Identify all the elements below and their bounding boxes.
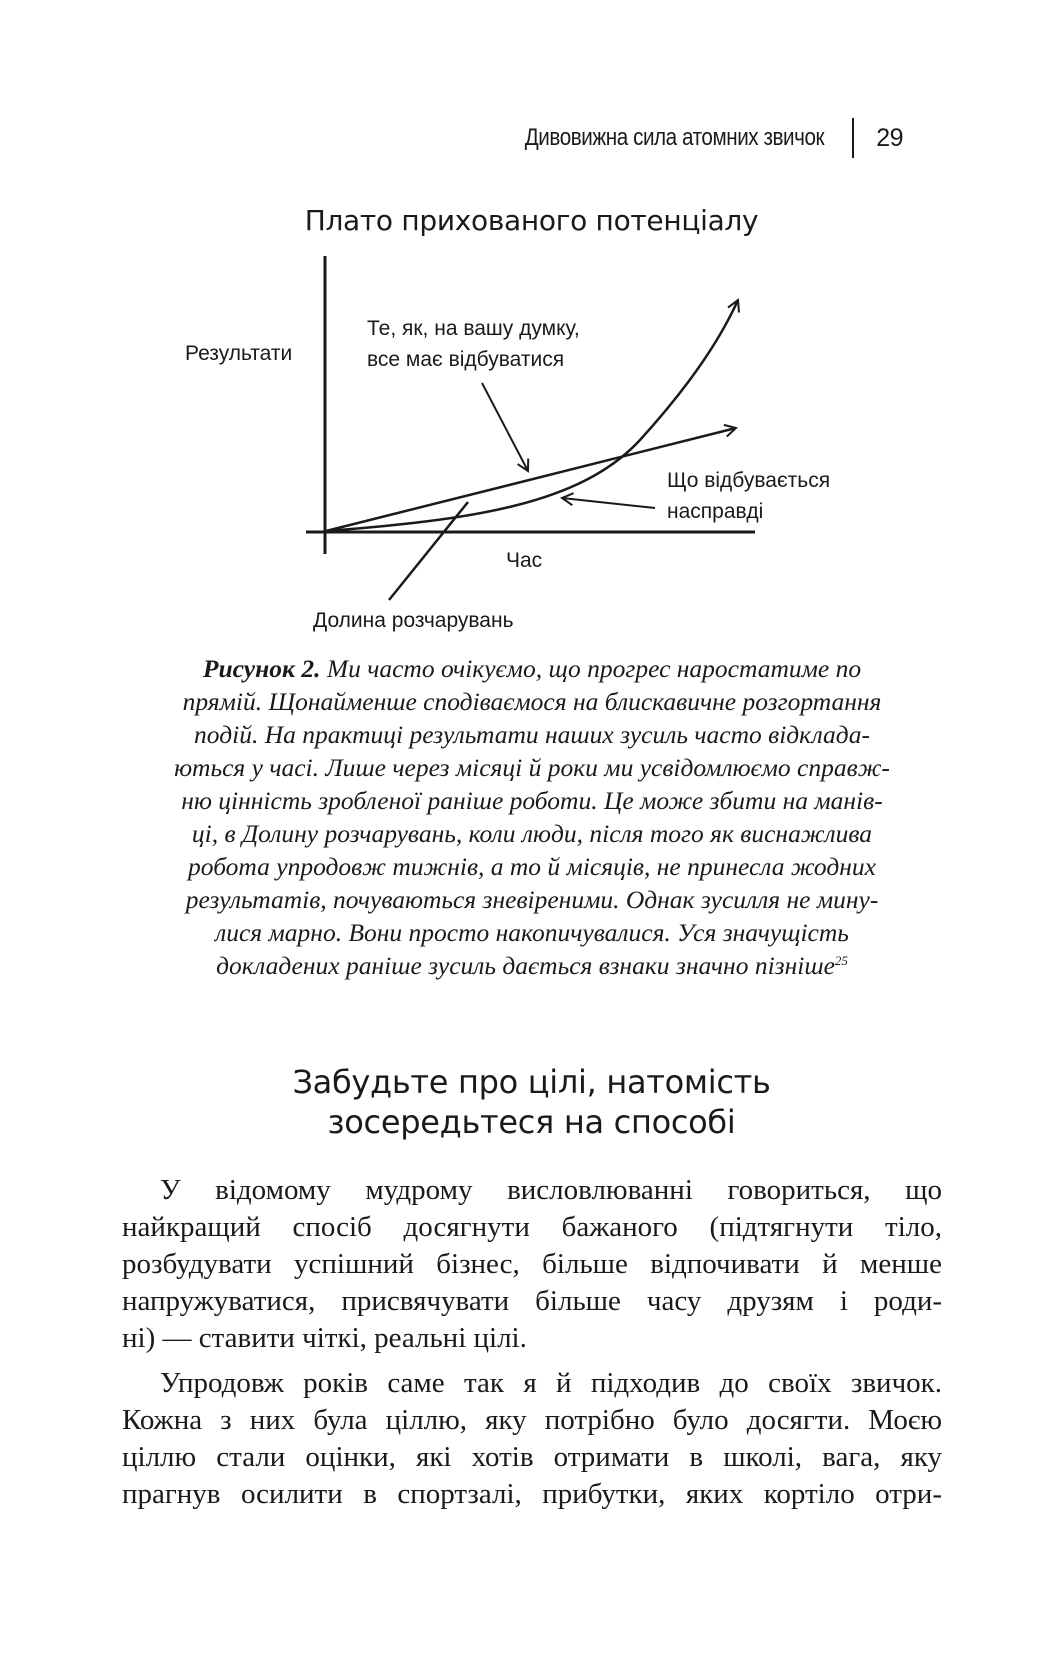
annotation-actual-line2: насправді	[667, 500, 764, 523]
paragraph	[122, 1172, 942, 1357]
body-text	[122, 1172, 942, 1521]
paragraph	[122, 1365, 942, 1513]
section-heading-line: зосередьтеся на способі	[327, 1103, 736, 1141]
y-axis-label: Результати	[185, 342, 293, 365]
figure-caption	[122, 652, 942, 982]
valley-pointer-line	[389, 502, 468, 600]
page-number: 29	[876, 123, 903, 152]
caption-line: ню цінність зробленої раніше роботи. Це може збити на манів-	[181, 786, 883, 815]
x-axis-label: Час	[506, 549, 543, 572]
text-line: напружуватися, присвячувати більше часу друзям і роди-	[122, 1285, 942, 1317]
text-line: розбудувати успішний бізнес, більше відпочивати й менше	[122, 1248, 942, 1280]
text-line: прагнув осилити в спортзалі, прибутки, яких кортіло отри-	[122, 1478, 942, 1510]
expected-arrow	[482, 383, 528, 471]
section-heading-line: Забудьте про цілі, натомість	[292, 1063, 771, 1101]
caption-line: результатів, почуваються зневіреними. Однак зусилля не мину-	[185, 885, 879, 914]
caption-line: подій. На практиці результати наших зусиль часто відклада-	[194, 720, 870, 749]
caption-line: докладених раніше зусиль дається взнаки значно пізніше$^{25}$	[216, 951, 848, 980]
footnote-marker: 25	[834, 953, 848, 968]
annotation-expected-line2: все має відбуватися	[367, 348, 565, 371]
annotation-expected-line1: Те, як, на вашу думку,	[367, 317, 580, 340]
caption-line: прямій. Щонайменше сподіваємося на блискавичне розгортання	[182, 687, 882, 716]
text-line: ціллю стали оцінки, які хотів отримати в школі, вага, яку	[122, 1441, 942, 1473]
section-heading	[0, 1062, 1063, 1142]
text-line: Кожна з них була ціллю, яку потрібно було досягти. Моєю	[122, 1404, 942, 1436]
caption-line: Рисунок 2. Ми часто очікуємо, що прогрес наростатиме по	[202, 654, 862, 683]
text-line: У відомому мудрому висловлюванні говориться, що	[160, 1174, 942, 1206]
text-line: ні) — ставити чіткі, реальні цілі.	[122, 1322, 527, 1354]
text-line: Упродовж років саме так я й підходив до своїх звичок.	[160, 1367, 942, 1399]
annotation-valley: Долина розчарувань	[313, 609, 514, 632]
caption-line: ці, в Долину розчарувань, коли люди, після того як виснажлива	[191, 819, 873, 848]
text-line: найкращий спосіб досягнути бажаного (підтягнути тіло,	[122, 1211, 942, 1243]
caption-line: робота упродовж тижнів, а то й місяців, не принесла жодних	[188, 852, 876, 881]
caption-line: лися марно. Вони просто накопичувалися. Уся значущість	[215, 918, 849, 947]
figure-title: Плато прихованого потенціалу	[304, 204, 759, 237]
annotation-actual-line1: Що відбувається	[667, 469, 831, 492]
caption-line: ються у часі. Лише через місяці й роки ми усвідомлюємо справж-	[174, 753, 890, 782]
figure-diagram	[0, 0, 1063, 640]
running-head-title: Дивовижна сила атомних звичок	[524, 124, 825, 151]
caption-label: Рисунок 2.	[202, 654, 321, 683]
actual-arrow	[562, 498, 655, 508]
